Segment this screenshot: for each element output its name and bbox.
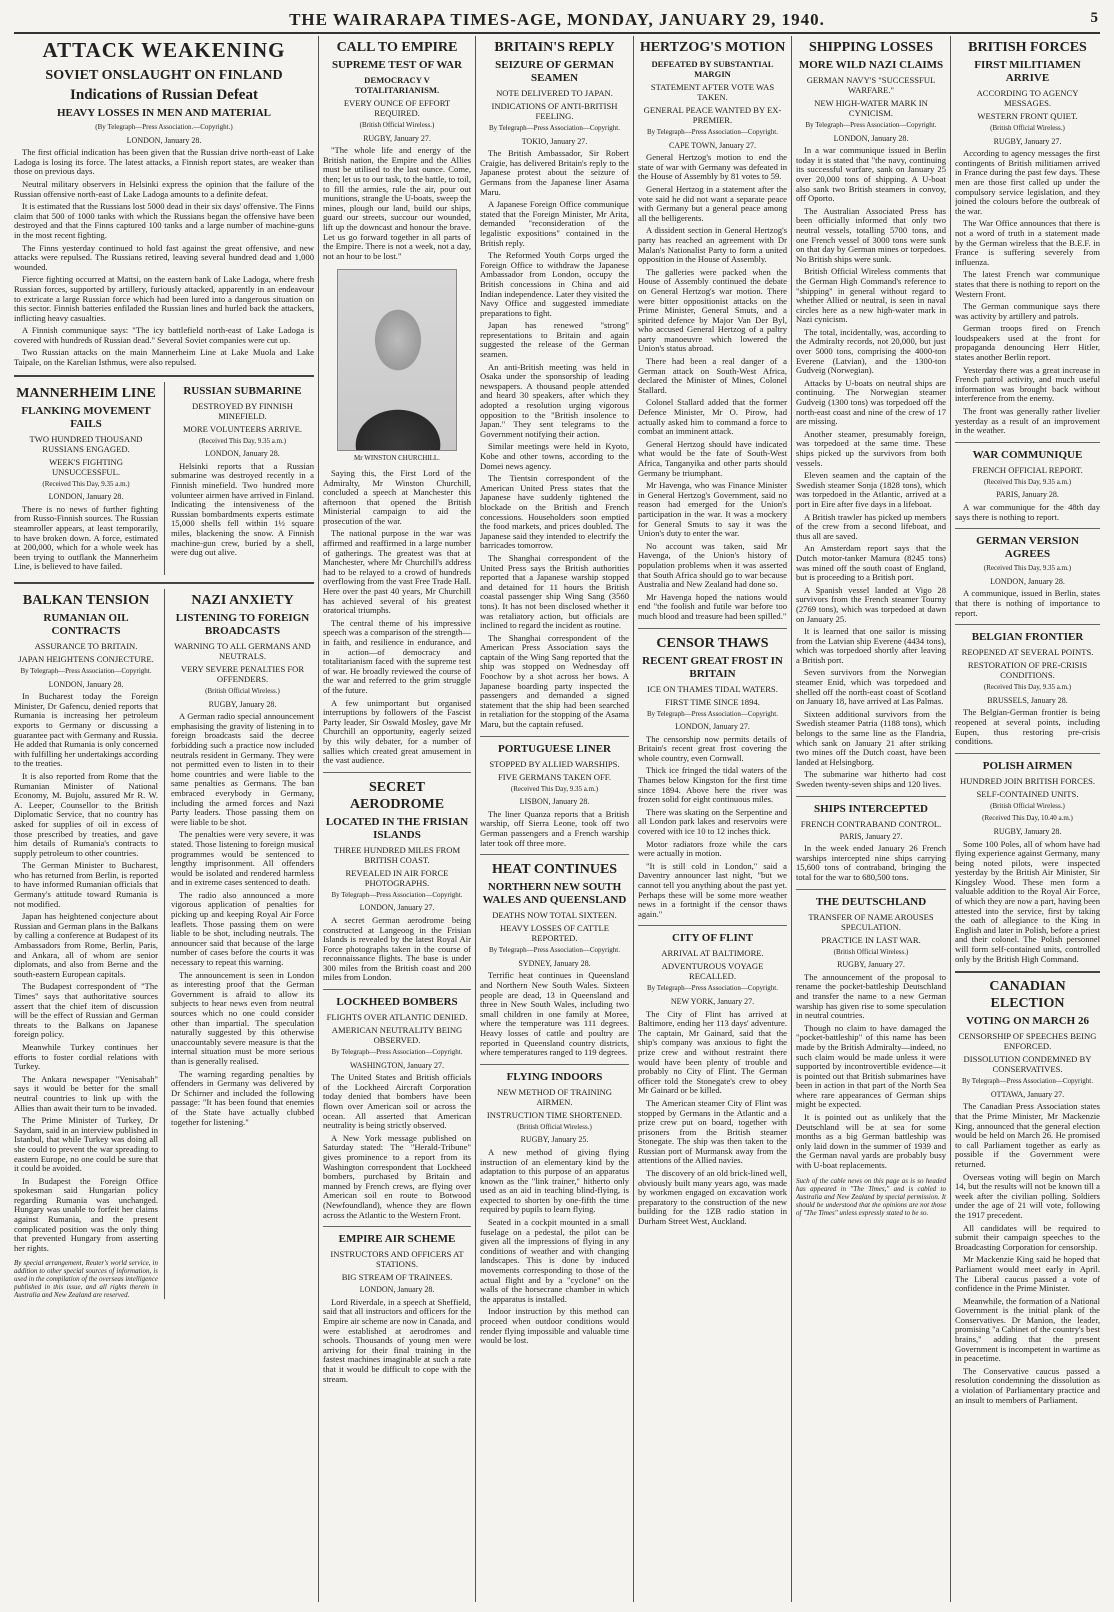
paragraph: The warning regarding penalties by offenders in Germany was delivered by Dr Schirner and included the following passage: "It has been found that enemies of the State have actually clubbed together for listening." <box>170 1068 314 1127</box>
paragraph: An anti-British meeting was held in Osaka under the sponsorship of leading newspapers. A thousand people attended and heard 30 speakers, after which they adopted a resolution urging vigorous opposition to the "British insolence to Japan." They sent telegrams to the Government notifying their action. <box>480 361 629 439</box>
dateline: RUGBY, January 27. <box>837 960 905 970</box>
article-hertzogs-motion <box>638 39 787 622</box>
subheadline: VOTING ON MARCH 26 <box>966 1015 1089 1028</box>
dateline: WASHINGTON, January 27. <box>349 1060 445 1070</box>
column-rule <box>633 36 634 1602</box>
paragraph: Mr Mackenzie King said he hoped that Parliament would meet early in April. The Liberal caucus passed a vote of confidence in the Prime Minister. <box>955 1254 1100 1294</box>
subheadline: RESTORATION OF PRE-CRISIS CONDITIONS. <box>967 660 1088 681</box>
paragraph: A New York message published on Saturday stated: The "Herald-Tribune" gives prominence to a report from its Washington correspondent that Lockheed bombers, purchased by Britain and manned by French crews, are flying over American soil en route to Botwood (Newfoundland), whence they are flown across the Atlantic to the Western Front. <box>323 1132 471 1220</box>
headline: PORTUGUESE LINER <box>498 742 611 755</box>
paragraph: Motor radiators froze while the cars were actually in motion. <box>638 838 787 859</box>
subheadline: FIRST MILITIAMEN ARRIVE <box>974 59 1081 84</box>
paragraph: The galleries were packed when the House of Assembly continued the debate on General Hertzog's war motion. There were bitter oppositionist attacks on the Prime Minister, General Smuts, and a spirited defence by Major Van Der Byl, who accused General Hertzog of a paltry party manoeuvre which lowered the Union's status abroad. <box>638 266 787 354</box>
rights-note: By special arrangement, Reuter's world service, in addition to other special sources of information, is used in the compilation of the overseas intelligence published in this issue, and all rights therein in Australia and New Zealand are reserved. <box>14 1259 158 1300</box>
paragraph: Two Russian attacks on the main Mannerheim Line at Lake Muola and Lake Taipale, on the Karelian Isthmus, were also repulsed. <box>14 347 314 368</box>
paragraph: Saying this, the First Lord of the Admiralty, Mr Winston Churchill, concluded a speech at Manchester this afternoon that opened the British Ministerial campaign to aid the prosecution of the war. <box>323 467 471 526</box>
paragraph: The War Office announces that there is not a word of truth in a statement made by the German wireless that the B.E.F. in France is suffering severely from influenza. <box>955 218 1100 267</box>
paragraph: The radio also announced a more vigorous application of penalties for picking up and keeping Royal Air Force leaflets. Those passing them on were liable to be shot, including neutrals. The announcer said that because of the large number of cases before the courts it was necessary to repeat this warning. <box>170 889 314 968</box>
article-the-deutschland <box>796 896 946 1217</box>
subheadline: INDICATIONS OF ANTI-BRITISH FEELING. <box>491 101 618 121</box>
article-british-forces <box>955 39 1100 436</box>
subheadline: RECENT GREAT FROST IN BRITAIN <box>642 654 783 680</box>
subheadline: ACCORDING TO AGENCY MESSAGES. <box>976 88 1079 108</box>
subheadline: STOPPED BY ALLIED WARSHIPS. <box>489 758 620 769</box>
dateline: RUGBY, January 28. <box>993 826 1062 836</box>
dateline: LONDON, January 28. <box>990 576 1065 586</box>
subheadline: FIVE GERMANS TAKEN OFF. <box>497 771 612 782</box>
paragraph: German troops fired on French loudspeakers used at the front for propaganda denouncing Herr Hitler, states another Berlin report. <box>955 323 1100 363</box>
paragraph: The latest French war communique states that there is nothing to report on the Western Front. <box>955 269 1100 299</box>
paragraph: Yesterday there was a great increase in French patrol activity, and much useful information was brought back without interference from the enemy. <box>955 364 1100 404</box>
article-lockheed-bombers <box>323 996 471 1220</box>
paragraph: The Prime Minister of Turkey, Dr Saydam, said in an interview published in Istanbul, that while Turkey was doing all she could to prevent the war spreading to eastern Europe, no one could be sure that it could be avoided. <box>14 1115 158 1174</box>
paragraph: There had been a real danger of a German attack on South-West Africa, declared the Minister of Mines, Colonel Stallard. <box>638 356 787 395</box>
article-call-to-empire <box>323 39 471 766</box>
paragraph: A communique, issued in Berlin, states that there is nothing of importance to report. <box>955 588 1100 618</box>
paragraph: It is also reported from Rome that the Rumanian Minister of National Economy, M. Bujolu, assured Mr R. W. A. Leeper, Counsellor to the British Diplomatic Service, that no country has asked for supplies of oil in excess of those prescribed by treaties, and gave him details of Rumania's contracts to supply petroleum to other countries. <box>14 770 158 858</box>
article-canadian-election <box>955 978 1100 1405</box>
dateline: RUGBY, January 25. <box>520 1135 589 1145</box>
paragraph: Colonel Stallard added that the former Defence Minister, Mr O. Pirow, had actually asked him to command a force to combat an imminent attack. <box>638 397 787 437</box>
subheadline: FLANKING MOVEMENT FAILS <box>21 404 151 430</box>
paragraph: A Spanish vessel landed at Vigo 28 survivors from the French steamer Tourny (2769 tons), which was torpedoed at dawn on January 25. <box>796 584 946 624</box>
paragraph: Similar meetings were held in Kyoto, Kobe and other towns, according to the Domei news agency. <box>480 441 629 471</box>
article-german-version <box>955 535 1100 618</box>
article-mannerheim-line <box>14 382 158 575</box>
dateline: LONDON, January 27. <box>675 722 750 732</box>
received-line: (British Official Wireless.) <box>990 801 1065 810</box>
received-line: (Received This Day, 9.35 a.m.) <box>510 784 599 793</box>
article-empire-air-scheme <box>323 1233 471 1384</box>
paragraph: The penalties were very severe, it was stated. Those listening to foreign musical programmes would be sentenced to lengthy imprisonment. All offenders would be isolated and rendered harmless and in extreme cases sentenced to death. <box>170 829 314 888</box>
subheadline: DEFEATED BY SUBSTANTIAL MARGIN <box>651 59 774 79</box>
article-belgian-frontier <box>955 631 1100 747</box>
paragraph: The liner Quanza reports that a British warship, off Sierra Leone, took off two German passengers and a French warship later took off three more. <box>480 808 629 848</box>
paragraph: "It is still cold in London," said a Daventry announcer last night, "but we cannot tell you anything about the past yet. Perhaps these will be some more weather news in a fortnight if the censor thaws again." <box>638 860 787 919</box>
credit-line: By Telegraph—Press Association—Copyright. <box>646 984 778 993</box>
subheadline: NEW METHOD OF TRAINING AIRMEN. <box>497 1086 612 1107</box>
paragraph: Terrific heat continues in Queensland and Northern New South Wales. Sixteen people are dead, 13 in Queensland and three in New South Wales, including two small children in one family at Moree, where the temperature was 111 degrees. Heavy losses of cattle and poultry are reported in Queensland country districts, where temperatures ranged to 119 degrees. <box>480 970 629 1058</box>
column-rule <box>475 36 476 1602</box>
subheadline: LISTENING TO FOREIGN BROADCASTS <box>175 612 310 637</box>
article-ships-intercepted <box>796 803 946 883</box>
column-rule <box>791 36 792 1602</box>
subheadline: MORE VOLUNTEERS ARRIVE. <box>183 423 302 434</box>
subheadline: THREE HUNDRED MILES FROM BRITISH COAST. <box>333 844 461 865</box>
dateline: RUGBY, January 27. <box>993 136 1062 146</box>
article-war-communique <box>955 449 1100 522</box>
paragraph: Overseas voting will begin on March 14, but the results will not be known till a week after the civilian polling. Soldiers under the age of 21 will vote, following the 1917 precedent. <box>955 1171 1100 1220</box>
subheadline: CENSORSHIP OF SPEECHES BEING ENFORCED. <box>958 1031 1097 1052</box>
headline: HEAT CONTINUES <box>491 862 618 878</box>
subheadline: INSTRUCTORS AND OFFICERS AT STATIONS. <box>330 1249 464 1270</box>
subheadline: AMERICAN NEUTRALITY BEING OBSERVED. <box>331 1025 463 1046</box>
subheadline: ADVENTUROUS VOYAGE RECALLED. <box>661 961 764 982</box>
credit-line: By Telegraph—Press Association—Copyright. <box>331 1048 463 1057</box>
paragraph: A Japanese Foreign Office communique stated that the Foreign Minister, Mr Arita, demanded "reconsideration of the legalistic expositions" contained in the British reply. <box>480 199 629 248</box>
dateline: LISBON, January 28. <box>519 797 590 807</box>
paragraph: A new method of giving flying instruction of an elementary kind by the adaptation to this purpose of an apparatus known as the "link trainer," hitherto only used as an aid in teaching blind-flying, is expected to shorten by one-fifth the time required by pupils to learn flying. <box>480 1146 629 1215</box>
headline: CENSOR THAWS <box>656 635 769 651</box>
subheadline: DEATHS NOW TOTAL SIXTEEN. <box>492 910 617 921</box>
subheadline: INSTRUCTION TIME SHORTENED. <box>486 1109 623 1120</box>
subheadline: SELF-CONTAINED UNITS. <box>976 788 1079 799</box>
paragraph: Thick ice fringed the tidal waters of the Thames below Kingston for the first time since 1894. Above here the river was frozen solid for eight continuous miles. <box>638 765 787 805</box>
paragraph: Eleven seamen and the captain of the Swedish steamer Sonja (1828 tons), which was torpedoed in the Atlantic, arrived at a port in Eire after five days in a lifeboat. <box>796 470 946 509</box>
paragraph: Another steamer, presumably foreign, was torpedoed at the same time. These ships picked up the survivors from both vessels. <box>796 428 946 468</box>
headline: ATTACK WEAKENING <box>42 38 286 62</box>
subheadline: DESTROYED BY FINNISH MINEFIELD. <box>192 400 293 421</box>
headline: POLISH AIRMEN <box>982 759 1073 772</box>
credit-line: By Telegraph—Press Association—Copyright. <box>646 128 778 136</box>
dateline: LONDON, January 28. <box>48 679 124 689</box>
subheadline: Indications of Russian Defeat <box>70 87 258 103</box>
headline: BELGIAN FRONTIER <box>971 631 1084 644</box>
column-rule <box>318 36 319 1602</box>
paragraph: A few unimportant but organised interruptions by followers of the Fascist Party leader, Sir Oswald Mosley, gave Mr Churchill an opportunity, eagerly seized by this wily debater, for a number of sallies which created great amusement in the vast audience. <box>323 697 471 766</box>
paragraph: The American steamer City of Flint was stopped by Germans in the Atlantic and a prize crew put on board, together with prisoners from the British steamer Stonegate. The ship was then taken to the Russian port of Murmansk away from the attentions of the Allied navies. <box>638 1097 787 1166</box>
column-4 <box>480 36 629 1602</box>
subheadline: SOVIET ONSLAUGHT ON FINLAND <box>45 68 283 83</box>
dateline: LONDON, January 28. <box>833 133 909 143</box>
paragraph: It is pointed out as unlikely that the Deutschland will be at sea for some months as a big German battleship was only laid down in the summer of 1939 and the German naval yards are probably busy with U-boat replacements. <box>796 1112 946 1171</box>
subheadline: WESTERN FRONT QUIET. <box>977 111 1078 121</box>
headline: WAR COMMUNIQUE <box>972 448 1083 461</box>
subheadline: ARRIVAL AT BALTIMORE. <box>661 948 764 959</box>
subheadline: FRENCH OFFICIAL REPORT. <box>972 464 1083 475</box>
credit-line: By Telegraph—Press Association—Copyright. <box>805 121 937 129</box>
article-nazi-anxiety <box>171 589 314 1299</box>
dateline: RUGBY, January 28. <box>208 699 277 709</box>
received-line: (Received This Day, 10.40 a.m.) <box>982 814 1073 823</box>
dateline: LONDON, January 27. <box>359 903 435 913</box>
paragraph: The Belgian-German frontier is being reopened at several points, including Eupen, thus restoring pre-crisis conditions. <box>955 707 1100 747</box>
paragraph: A German radio special announcement emphasising the gravity of listening in to foreign broadcasts said the decree forbidding such a practice now included neutrals resident in Germany. They were not permitted even to listen in to their home countries and were liable to the same penalties as Germans. The ban embraced everybody in Germany, including the armed forces and Nazi Party leaders. Those passing them on were liable to be shot. <box>170 711 314 827</box>
paragraph: Though no claim to have damaged the "pocket-battleship" of this name has been made by the British Admiralty—indeed, no such claim would be made unless it were supported by incontrovertible evidence—it is pointed out that British submarines have been in action in that part of the North Sea where rare appearances of German ships might be expected. <box>796 1022 946 1110</box>
article-balkan-tension <box>14 589 158 1299</box>
subheadline: NOTE DELIVERED TO JAPAN. <box>496 88 613 98</box>
headline: CANADIAN ELECTION <box>989 979 1066 1012</box>
newspaper-title: THE WAIRARAPA TIMES-AGE, MONDAY, JANUARY 29, 1940. <box>289 10 825 29</box>
paragraph: The Reformed Youth Corps urged the Foreign Office to withdraw the Japanese Ambassador from London, occupy the British concessions in China and aid Indian independence. Later they visited the Navy Office and suggested immediate preparations to fight. <box>480 250 629 318</box>
photo-caption: Mr WINSTON CHURCHILL. <box>354 454 440 463</box>
credit-line: By Telegraph—Press Association—Copyright. <box>488 946 620 955</box>
paragraph: It is estimated that the Russians lost 5000 dead in their six days' offensive. The Finns claim that 500 of 1000 tanks with which the Russians began the offensive have been destroyed and that the Finns captured 100 tanks and a large number of machine-guns in the most recent fighting. <box>14 201 314 240</box>
paragraph: In the week ended January 26 French warships intercepted nine ships carrying 15,600 tons of contraband, bringing the total for the war to 680,500 tons. <box>796 843 946 882</box>
dateline: PARIS, January 27. <box>839 831 903 841</box>
article-russian-submarine <box>171 382 314 575</box>
masthead <box>14 8 1100 34</box>
paragraph: General Hertzog's motion to end the state of war with Germany was defeated in the House of Assembly by 81 votes to 59. <box>638 152 787 182</box>
paragraph: A British trawler has picked up members of the crew from a second lifeboat, and thus all are saved. <box>796 511 946 541</box>
article-shipping-losses <box>796 39 946 790</box>
paragraph: In Budapest the Foreign Office spokesman said Hungarian policy regarding Rumania was unchanged. Hungary was unable to forfeit her claims against Rumania, and the present complicated position was the only thing that prevented Hungary from asserting her rights. <box>14 1175 158 1253</box>
subheadline: STATEMENT AFTER VOTE WAS TAKEN. <box>650 82 775 102</box>
dateline: PARIS, January 28. <box>996 490 1059 500</box>
received-line: (Received This Day, 9.35 a.m.) <box>42 479 130 488</box>
headline: BALKAN TENSION <box>22 593 150 608</box>
received-line: (Received This Day, 9.35 a.m.) <box>198 436 287 445</box>
paragraph: A dissident section in General Hertzog's party has reached an agreement with Dr Malan's Nationalist Party to form a united opposition in the House of Assembly. <box>638 225 787 265</box>
subheadline: WEEK'S FIGHTING UNSUCCESSFUL. <box>49 456 123 477</box>
article-polish-airmen <box>955 760 1100 965</box>
paragraph: The front was generally rather livelier yesterday as a result of an improvement in the weather. <box>955 406 1100 436</box>
subheadline: ASSURANCE TO BRITAIN. <box>34 641 138 651</box>
subheadline: NEW HIGH-WATER MARK IN CYNICISM. <box>814 98 928 118</box>
credit-line: (By Telegraph—Press Association.—Copyright.) <box>95 123 233 131</box>
column-rule <box>950 36 951 1602</box>
paragraph: The total, incidentally, was, according to the Admiralty records, not 20,000, but just over 5000 tons, comprising the 4000-ton Everene (Latvian), and the 1300-ton Gudveig (Norwegian). <box>796 326 946 376</box>
paragraph: The British Ambassador, Sir Robert Craigie, has delivered Britain's reply to the Japanese protest about the seizure of Germans from the Japanese liner Asama Maru. <box>480 148 629 197</box>
headline: BRITISH FORCES <box>968 40 1087 55</box>
article-portuguese-liner <box>480 743 629 849</box>
dateline: OTTAWA, January 27. <box>990 1089 1065 1099</box>
paragraph: In Bucharest today the Foreign Minister, Dr Gafencu, denied reports that Rumania is increasing her petroleum exports to Germany or discussing a guarantee pact with Germany and Russia. He added that Rumania is only concerned with fulfilling her undertakings according to the treaties. <box>14 691 158 769</box>
paragraph: It is learned that one sailor is missing from the Latvian ship Everene (4434 tons), which was torpedoed shortly after leaving a British port. <box>796 626 946 665</box>
headline: EMPIRE AIR SCHEME <box>338 1233 456 1246</box>
paragraph: British Official Wireless comments that the German High Command's reference to "shipping" in general without regard to whether Allied or neutral, is seen in naval circles here as a new high-water mark in Nazi cynicism. <box>796 266 946 325</box>
received-line: (Received This Day, 9.35 a.m.) <box>983 683 1072 692</box>
received-line: (British Official Wireless.) <box>517 1122 592 1131</box>
headline: LOCKHEED BOMBERS <box>336 996 458 1009</box>
headline: CALL TO EMPIRE <box>336 40 458 55</box>
article-britains-reply <box>480 39 629 730</box>
subheadline: REVEALED IN AIR FORCE PHOTOGRAPHS. <box>345 867 449 888</box>
page-number: 5 <box>1090 10 1098 26</box>
headline: SECRET AERODROME <box>349 779 445 812</box>
column-3 <box>323 36 471 1602</box>
paragraph: The central theme of his impressive speech was a comparison of the strength—in faith, and resilience in endurance, and in action—of democracy and totalitarianism faced with the supreme test of war. He broadly reviewed the course of the war and referred to the grim struggle of the future. <box>323 617 471 695</box>
paragraph: The Budapest correspondent of "The Times" says that authoritative sources assert that the chief item of discussion will be the effect of Russian and German threats to the Balkans on Japanese foreign policy. <box>14 981 158 1040</box>
paragraph: The German Minister to Bucharest, who has returned from Berlin, is reported to have informed Rumanian officials that Germany's attitude toward Rumania is not modified. <box>14 860 158 909</box>
credit-line: By Telegraph—Press Association—Copyright. <box>646 709 778 718</box>
paragraph: Japan has renewed "strong" representations to Britain and again suggested the release of the German seamen. <box>480 320 629 360</box>
headline: THE DEUTSCHLAND <box>815 895 927 908</box>
headline: CITY OF FLINT <box>671 932 754 945</box>
subheadline: FLIGHTS OVER ATLANTIC DENIED. <box>326 1012 468 1023</box>
headline: RUSSIAN SUBMARINE <box>183 384 302 397</box>
paragraph: There was skating on the Serpentine and all London park lakes and reservoirs were covered with ice 10 to 12 inches thick. <box>638 806 787 837</box>
paragraph: Mr Havenga, who was Finance Minister in General Hertzog's Government, said no reason had emerged for the Union's participation in the war. It was a mockery for General Smuts to say it was the Union's duty to enter the war. <box>638 480 787 539</box>
subheadline: FIRST TIME SINCE 1894. <box>665 696 760 707</box>
subheadline: SUPREME TEST OF WAR <box>331 59 463 71</box>
paragraph: The Finns yesterday continued to hold fast against the great offensive, and new attacks were repulsed. The Russians retired, leaving several hundred dead and 1,000 wounded. <box>14 242 314 272</box>
paragraph: Mr Havenga hoped the nations would end "the foolish and futile war before too much blood and treasure had been spilled." <box>638 591 787 621</box>
received-line: (British Official Wireless.) <box>833 947 909 956</box>
paragraph: Indoor instruction by this method can proceed when outdoor conditions would render flying impossible and valuable time would be lost. <box>480 1306 629 1346</box>
paragraph: A Finnish communique says: "The icy battlefield north-east of Lake Ladoga is covered with hundreds of Russian dead." Several Soviet companies were cut up. <box>14 325 314 345</box>
paragraph: No account was taken, said Mr Havenga, of the Union's history of population problems when it was asserted that South Africa should go to war because Australia and New Zealand had done so. <box>638 540 787 590</box>
subheadline: WARNING TO ALL GERMANS AND NEUTRALS. <box>174 641 311 661</box>
paragraph: The United States and British officials of the Lockheed Aircraft Corporation today denied that bombers have been flown over American soil or across the ocean. All asserted that American neutrality is being strictly observed. <box>323 1072 471 1131</box>
subheadline: TWO HUNDRED THOUSAND RUSSIANS ENGAGED. <box>29 433 143 454</box>
paragraph: General Hertzog should have indicated what would be the fate of South-West Africa, Tanganyika and other parts should Germany be triumphant. <box>638 438 787 478</box>
paragraph: A war communique for the 48th day says there is nothing to report. <box>955 502 1100 522</box>
dateline: RUGBY, January 27. <box>363 133 431 143</box>
paragraph: Sixteen additional survivors from the Swedish steamer Patria (1188 tons), which belongs to the same line as the Flandria, which sank on January 21 after striking two mines off the Dutch coast, have been landed at Helsingborg. <box>796 708 946 767</box>
dateline: SYDNEY, January 28. <box>518 958 591 968</box>
paragraph: Meanwhile, the formation of a National Government is the initial plank of the Conservatives. Dr Manion, the leader, promising "a Cabinet of the country's best brains," adding that the present Government is incompetent in wartime as in peacetime. <box>955 1295 1100 1364</box>
paragraph: The Shanghai correspondent of the United Press says the British authorities reported that a Japanese warship stopped and detained for 11 hours the British coastal passenger ship Wing Sang (3560 tons). It has not been disclosed whether it was retaliatory action, but officials are inclined to regard the incident as routine. <box>480 552 629 631</box>
times-note: Such of the cable news on this page as is so headed has appeared in "The Times," and is cabled to Australia and New Zealand by special permission. It should be understood that the opinions are not those of "The Times" unless expressly stated to be so. <box>796 1176 946 1217</box>
paragraph: All candidates will be required to submit their campaign speeches to the Broadcasting Corporation for censorship. <box>955 1222 1100 1252</box>
lead-column <box>14 36 314 1299</box>
article-secret-aerodrome <box>323 779 471 983</box>
paragraph: Seven survivors from the Norwegian steamer Enid, which was torpedoed and shelled off the north-east coast of Scotland on January 18, have arrived at Las Palmas. <box>796 667 946 707</box>
subheadline: DISSOLUTION CONDEMNED BY CONSERVATIVES. <box>963 1054 1092 1075</box>
dateline: LONDON, January 28. <box>205 449 280 459</box>
received-line: (British Official Wireless.) <box>990 124 1065 132</box>
paragraph: Attacks by U-boats on neutral ships are continuing. The Norwegian steamer Gudveig (1300 tons) was torpedoed off the north-east coast and nine of the crew of 17 are missing. <box>796 377 946 427</box>
subheadline: LOCATED IN THE FRISIAN ISLANDS <box>325 815 469 841</box>
subheadline: NORTHERN NEW SOUTH WALES AND QUEENSLAND <box>482 881 627 907</box>
paragraph: General Hertzog in a statement after the vote said he did not want a separate peace with Germany but a general peace among all the belligerents. <box>638 183 787 223</box>
article-attack-weakening <box>14 38 314 368</box>
subheadline: GENERAL PEACE WANTED BY EX-PREMIER. <box>643 105 782 125</box>
subheadline: MORE WILD NAZI CLAIMS <box>798 59 944 71</box>
paragraph: Seated in a cockpit mounted in a small fuselage on a pedestal, the pilot can be given all the impressions of flying in any conditions of weather and with changing landscapes. This is done by induced movements corresponding to those of the actual flight and by a "cyclone" on the walls of the horsecrane chamber in which the apparatus is installed. <box>480 1217 629 1304</box>
received-line: (Received This Day, 9.35 a.m.) <box>983 477 1072 486</box>
headline: GERMAN VERSION AGREES <box>976 535 1079 561</box>
paragraph: According to agency messages the first contingents of British militiamen arrived in France during the past few days. These men are those first called up under the compulsory service legislation, and they joined the colours before the outbreak of the war. <box>955 148 1100 216</box>
dateline: NEW YORK, January 27. <box>670 996 755 1006</box>
subheadline: GERMAN NAVY'S "SUCCESSFUL WARFARE." <box>806 75 936 95</box>
subheadline: RUMANIAN OIL CONTRACTS <box>43 612 129 637</box>
paragraph: The national purpose in the war was affirmed and reaffirmed in a large number of gatherings. The greatest was that at Manchester, where Mr Churchill's address had to be relayed to a crowd of hundreds overflowing from the vast Free Trade Hall. Here over the past 40 years, Mr Churchill has achieved several of his greatest oratorical triumphs. <box>323 528 471 616</box>
headline: NAZI ANXIETY <box>191 593 294 608</box>
subheadline: PRACTICE IN LAST WAR. <box>821 934 921 945</box>
paragraph: The submarine war hitherto had cost Sweden twenty-seven ships and 120 lives. <box>796 769 946 789</box>
paragraph: The discovery of an old brick-lined well, obviously built many years ago, was made by workmen engaged on excavation work preparatory to the construction of the new building for the 1ZB radio station in Durham Street West, Auckland. <box>638 1168 787 1227</box>
paragraph: An Amsterdam report says that the Dutch motor-tanker Mamura (8245 tons) was mined off the south coast of England, but is proceeding to a British port. <box>796 543 946 583</box>
paragraph: A secret German aerodrome being constructed at Langeoog in the Frisian Islands is revealed by the latest Royal Air Force photographs taken in the course of reconnaissance flights. The base is under 300 miles from the British coast and 200 miles from London. <box>323 914 471 983</box>
headline: HERTZOG'S MOTION <box>639 40 786 55</box>
article-censor-thaws <box>638 635 787 920</box>
dateline: LONDON, January 28. <box>126 135 202 145</box>
dateline: LONDON, January 28. <box>359 1285 435 1295</box>
subheadline: FRENCH CONTRABAND CONTROL. <box>800 818 942 829</box>
received-line: (Received This Day, 9.35 a.m.) <box>983 564 1072 573</box>
paragraph: The announcement of the proposal to rename the pocket-battleship Deutschland and transfer the name to a new German warship has given rise to some speculation in neutral countries. <box>796 971 946 1021</box>
received-line: (British Official Wireless.) <box>359 121 435 129</box>
paragraph: Fierce fighting occurred at Mattsi, on the eastern bank of Lake Ladoga, where fresh Russian forces, supported by artillery, furiously attacked, apparently in an endeavour to extricate a large Russian force which had been lured into a dangerous situation on this sector. Finnish batteries enfiladed the Russian lines and hurled back the attackers, inflicting heavy casualties. <box>14 274 314 323</box>
paragraph: The first official indication has been given that the Russian drive north-east of Lake Ladoga is losing its force. The latest attacks, a Finnish report states, are weaker than those on previous days. <box>14 147 314 177</box>
paragraph: Meanwhile Turkey continues her efforts to foster cordial relations with Turkey. <box>14 1041 158 1072</box>
subheadline: HEAVY LOSSES IN MEN AND MATERIAL <box>56 107 272 119</box>
credit-line: By Telegraph—Press Association—Copyright. <box>961 1077 1093 1086</box>
credit-line: By Telegraph—Press Association—Copyright. <box>488 124 620 132</box>
column-6 <box>796 36 946 1602</box>
subheadline: BIG STREAM OF TRAINEES. <box>341 1272 453 1283</box>
subheadline: SEIZURE OF GERMAN SEAMEN <box>495 59 614 84</box>
received-line: (British Official Wireless.) <box>205 687 280 695</box>
paragraph: Neutral military observers in Helsinki express the opinion that the failure of the Russian offensive north-east of Lake Ladoga amounts to a definite defeat. <box>14 178 314 199</box>
paragraph: The Ankara newspaper "Yenisabah" says it would be better for the small neutral countries to link up with the Allies than await their turn to be invaded. <box>14 1073 158 1113</box>
paragraph: Helsinki reports that a Russian submarine was destroyed recently in a Finnish minefield. Two hundred more volunteer airmen have arrived in Finland. Indicating the intensiveness of the Russian bombardments experts estimate 15,000 shells fell within 1½ square miles, blackening the snow. A Finnish machine-gun crew, buried by a shell, were dug out alive. <box>170 460 314 558</box>
paragraph: The announcement is seen in London as interesting proof that the German Government is afraid to allow its subjects to hear news even from neutral sources which no one could consider other than impartial. The speculation naturally suggested by this otherwise unaccountably severe measure is that the internal situation must be more serious than is generally realised. <box>170 969 314 1066</box>
headline: FLYING INDOORS <box>506 1070 603 1083</box>
paragraph: Lord Riverdale, in a speech at Sheffield, said that all instructors and officers for the Empire air scheme are now in Canada, and were established at aerodromes and schools. Thousands of young men were arriving for their final training in the fastest machines imaginable at such a rate that it would be difficult to cope with the stream. <box>323 1296 471 1384</box>
column-5 <box>638 36 787 1602</box>
dateline: LONDON, January 28. <box>48 492 124 502</box>
subheadline: HUNDRED JOIN BRITISH FORCES. <box>959 775 1096 786</box>
headline: SHIPS INTERCEPTED <box>813 802 928 815</box>
paragraph: The City of Flint has arrived at Baltimore, ending her 113 days' adventure. The captain, Mr Gainard, said that the ship's company was anxious to fight the prize crew and without restraint there would have been plenty of trouble and probably no City of Flint. The German officer told the Stonegate's crew to obey Mr Gainard or be killed. <box>638 1008 787 1096</box>
paragraph: The German communique says there was activity by artillery and patrols. <box>955 301 1100 321</box>
article-city-of-flint <box>638 932 787 1226</box>
column-7 <box>955 36 1100 1602</box>
article-flying-indoors <box>480 1071 629 1346</box>
dateline: CAPE TOWN, January 27. <box>668 140 757 150</box>
headline: BRITAIN'S REPLY <box>494 40 615 55</box>
credit-line: By Telegraph—Press Association—Copyright. <box>20 667 152 675</box>
subheadline: ICE ON THAMES TIDAL WATERS. <box>647 683 778 694</box>
dateline: BRUSSELS, January 28. <box>987 695 1068 705</box>
paragraph: Japan has heightened conjecture about Russian and German plans in the Balkans by calling a conference at Budapest of its Ambassadors from Rome, Berlin, Paris, and Ankara, all of whom are senior diplomats, and also from Berne and the south-eastern European capitals. <box>14 911 158 979</box>
paragraph: The Conservative caucus passed a resolution condemning the dissolution as a violation of Parliamentary practice and an insult to members of Parliament. <box>955 1365 1100 1405</box>
subheadline: REOPENED AT SEVERAL POINTS. <box>961 647 1094 658</box>
paragraph: In a war communique issued in Berlin today it is stated that "the navy, continuing its successful warfare, sank on January 25 over 20,000 tons of shipping. A U-boat also sank two British steamers in convoy, off Oporto. <box>796 145 946 204</box>
paragraph: There is no news of further fighting from Russo-Finnish sources. The Russian steamroller appears, at least temporarily, to have broken down. A force, estimated at 200,000, which for a whole week has been trying to outflank the Mannerheim Line, is believed to have failed. <box>14 503 158 572</box>
paragraph: The Shanghai correspondent of the American Press Association says the captain of the Wing Sang reported that the ship was stopped on Wednesday off Foochow by a shot across her bows. A Japanese boarding party inspected the passengers and demanded a signed statement that the ship had been searched in retaliation for the stopping of the Asama Maru, but the captain refused. <box>480 632 629 730</box>
paragraph: The censorship now permits details of Britain's recent great frost covering the whole country, even Cornwall. <box>638 733 787 763</box>
subheadline: HEAVY LOSSES OF CATTLE REPORTED. <box>499 923 610 944</box>
quote: "The whole life and energy of the British nation, the Empire and the Allies must be utilised to the last ounce. Come, then; let us to our task, to the battle, to toil, to fill the armies, rule the air, pour out munitions, strangle the U-boats, sweep the mines, plough our land, build our ships, guard our streets, succour our wounded, lift up the downcast and honour the brave. Let us go forward together in all parts of the Empire. There is not a week, not a day, not an hour to be lost." <box>323 145 471 261</box>
credit-line: By Telegraph—Press Association—Copyright. <box>331 890 463 899</box>
portrait-photo <box>337 269 457 451</box>
subheadline: VERY SEVERE PENALTIES FOR OFFENDERS. <box>180 664 305 684</box>
paragraph: The Australian Associated Press has been officially informed that only two neutral vessels, totalling 5700 tons, and one French vessel of 3000 tons were sunk on that day by German mines or torpedoes. No British ships were sunk. <box>796 205 946 264</box>
dateline: TOKIO, January 27. <box>521 136 588 146</box>
paragraph: The Tientsin correspondent of the American United Press states that the Japanese have suddenly tightened the blockade on the British and French concessions. Householders soon emptied the food markets, and prices doubled. The Japanese said they intended to electrify the barricades tomorrow. <box>480 473 629 551</box>
article-heat-continues <box>480 861 629 1058</box>
subheadline: JAPAN HEIGHTENS CONJECTURE. <box>18 654 154 664</box>
headline: MANNERHEIM LINE <box>16 385 156 401</box>
subheadline: TRANSFER OF NAME AROUSES SPECULATION. <box>808 911 934 932</box>
paragraph: Some 100 Poles, all of whom have had flying experience against Germany, many being noted pilots, were inspected yesterday by the British Air Minister, Sir Kingsley Wood. These men form a valuable addition to the Royal Air Force, of which they are now a part, having been attested into the service, first by taking the oath of allegiance to the King in English and later in Polish, before a priest and their colonel. The Polish personnel will form self-contained units, controlled only by the British High Command. <box>955 838 1100 964</box>
paragraph: The Canadian Press Association states that the Prime Minister, Mr Mackenzie King, announced that the general election would be held on March 26. He promised to call Parliament together as early as possible if the Government were returned. <box>955 1101 1100 1169</box>
headline: SHIPPING LOSSES <box>808 40 934 55</box>
subheadline: EVERY OUNCE OF EFFORT REQUIRED. <box>343 98 451 118</box>
subheadline: DEMOCRACY V TOTALITARIANISM. <box>354 75 440 95</box>
